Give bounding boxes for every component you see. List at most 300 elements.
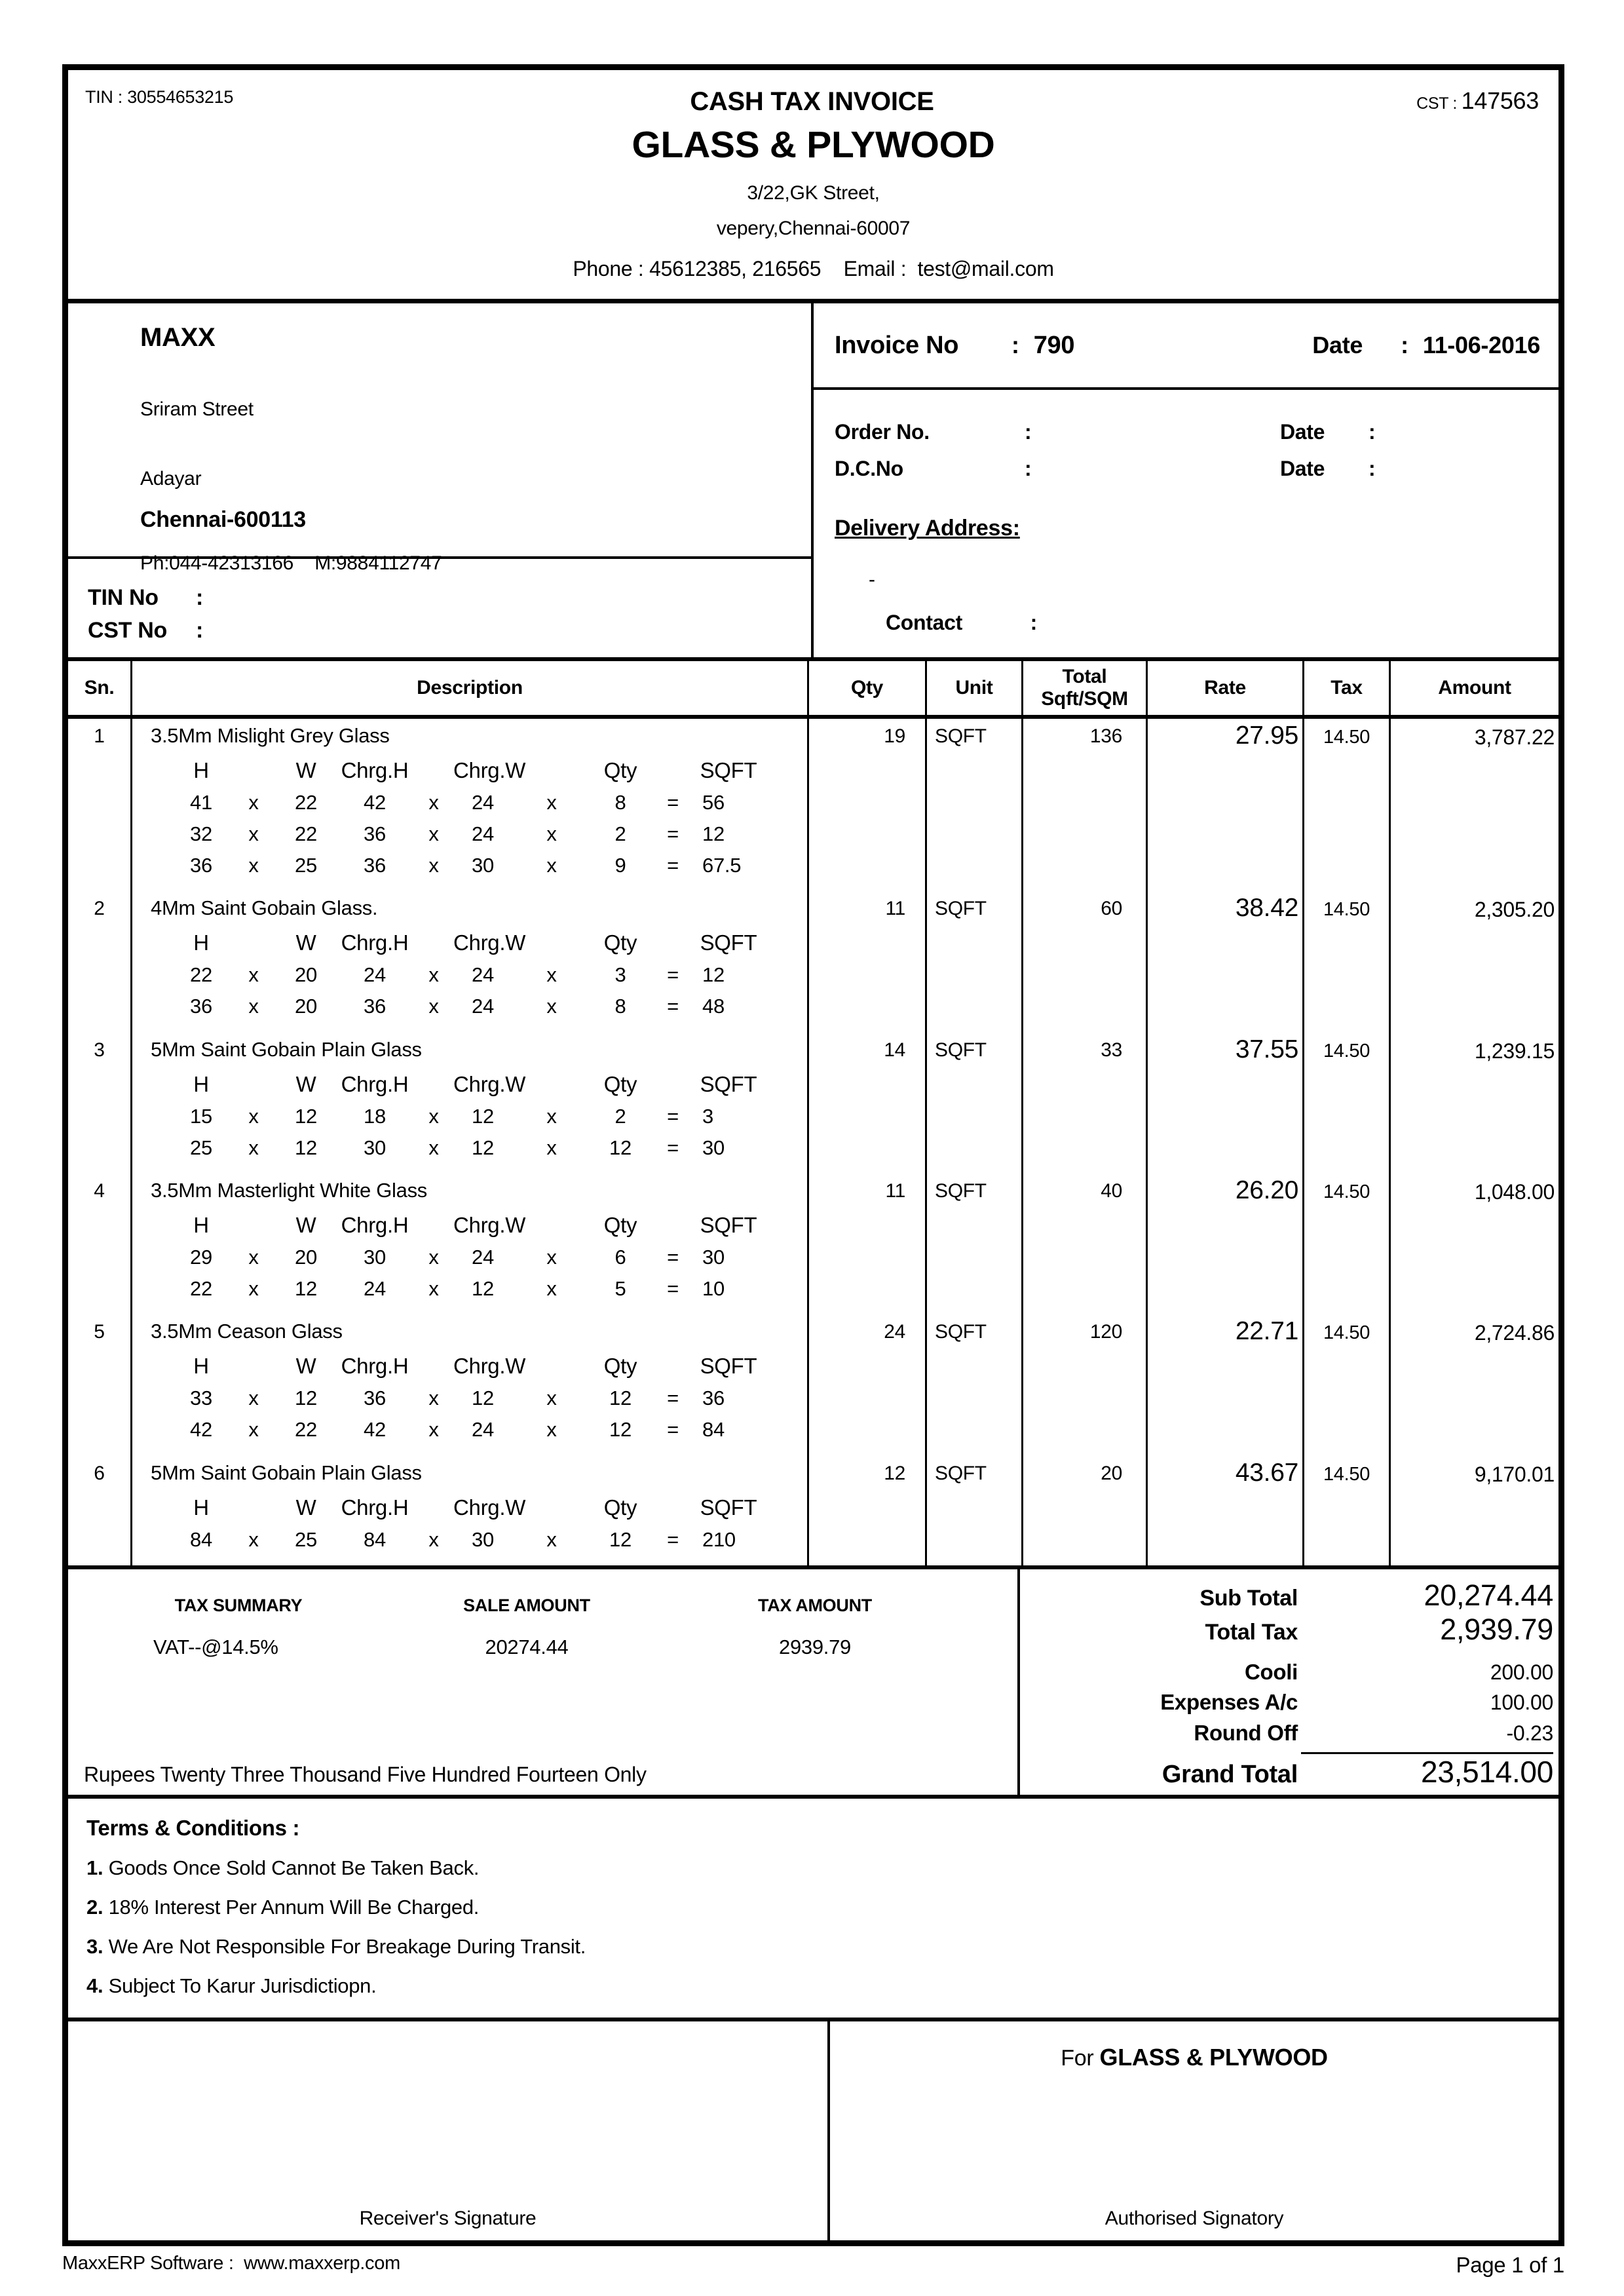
dims-subheader-label: Chrg.H (341, 1354, 409, 1379)
customer-cst-row (88, 618, 811, 651)
dims-subheader-label: Qty (603, 930, 637, 955)
terms-item (86, 1935, 1558, 1959)
item-description: 5Mm Saint Gobain Plain Glass (151, 1461, 422, 1484)
dim-cell: 29 (190, 1245, 212, 1269)
items-body (68, 719, 1558, 1565)
dim-cell: 56 (702, 791, 725, 814)
dc-no-row (835, 457, 1558, 493)
dim-cell: 84 (364, 1527, 386, 1551)
terms-title: Terms & Conditions : (86, 1816, 300, 1840)
dim-cell: 5 (614, 1276, 626, 1300)
dims-subheader-label: Qty (603, 1354, 637, 1379)
item-total-sqft: 40 (1023, 1174, 1148, 1314)
dim-cell: = (667, 995, 679, 1018)
dim-cell: 12 (609, 1418, 632, 1442)
dim-cell: 24 (472, 1418, 494, 1442)
dim-cell: 12 (295, 1136, 317, 1159)
terms-item-number: 1. (86, 1856, 104, 1879)
item-description-cell (132, 719, 809, 891)
seller-tin: TIN : 30554653215 (85, 87, 234, 107)
dims-subheader-label: W (295, 1354, 316, 1379)
dims-subheader-label: Chrg.H (341, 758, 409, 782)
authorised-signature-label: Authorised Signatory (1105, 2208, 1284, 2229)
item-tax: 14.50 (1304, 1033, 1391, 1174)
totals-section (68, 1569, 1558, 1799)
col-header-qty: Qty (809, 661, 927, 715)
dim-cell: 32 (190, 822, 212, 845)
dims-table (172, 1068, 807, 1164)
customer-area: Adayar (140, 468, 202, 489)
dims-subheader-row (172, 1491, 807, 1524)
item-amount: 1,239.15 (1474, 1039, 1555, 1063)
dim-cell: 8 (614, 995, 626, 1018)
dim-cell: 25 (295, 854, 317, 877)
dim-cell: x (546, 791, 557, 814)
item-sn: 6 (68, 1456, 132, 1565)
terms-item-text: 18% Interest Per Annum Will Be Charged. (103, 1896, 480, 1919)
dim-cell: 12 (295, 1276, 317, 1300)
dims-subheader-row (172, 1350, 807, 1383)
totals-label: Expenses A/c (1160, 1690, 1298, 1715)
dim-cell: x (248, 963, 259, 987)
item-row (68, 719, 1558, 891)
colon: : (1011, 332, 1019, 358)
invoice-date-value: 11-06-2016 (1422, 332, 1540, 358)
dim-cell: 24 (364, 1276, 386, 1300)
dim-cell: 20 (295, 1245, 317, 1269)
dim-cell: 2 (614, 1104, 626, 1128)
amount-in-words: Rupees Twenty Three Thousand Five Hundred Fourteen Only (84, 1763, 647, 1786)
dim-cell: 36 (364, 995, 386, 1018)
col-header-total-line1: Total (1062, 665, 1107, 687)
dim-cell: x (248, 1276, 259, 1300)
terms-section (68, 1799, 1558, 2021)
dim-cell: 41 (190, 791, 212, 814)
totals-label: Round Off (1194, 1720, 1298, 1745)
dims-subheader-label: Qty (603, 758, 637, 782)
dims-table (172, 1491, 807, 1556)
page-footer (62, 2253, 1564, 2278)
dim-row (172, 1273, 807, 1305)
dim-cell: 10 (702, 1276, 725, 1300)
item-row (68, 1456, 1558, 1565)
seller-cst (934, 87, 1539, 115)
dim-cell: x (428, 995, 439, 1018)
item-description-cell (132, 1314, 809, 1455)
dims-subheader-label: W (295, 1495, 316, 1520)
dims-subheader-label: Chrg.W (453, 1071, 526, 1096)
col-header-total-line2: Sqft/SQM (1041, 688, 1128, 710)
dim-row (172, 1414, 807, 1445)
dim-cell: 12 (472, 1276, 494, 1300)
dim-cell: 9 (614, 854, 626, 877)
dims-table (172, 754, 807, 881)
dims-subheader-label: Qty (603, 1071, 637, 1096)
dim-cell: x (546, 1245, 557, 1269)
dims-subheader-label: W (295, 758, 316, 782)
dims-subheader-label: SQFT (700, 1354, 757, 1379)
dims-subheader-label: SQFT (700, 1495, 757, 1520)
dims-subheader-row (172, 754, 807, 787)
totals-value: 2,939.79 (1440, 1613, 1553, 1646)
dim-cell: 36 (364, 854, 386, 877)
totals-row (1020, 1690, 1553, 1720)
order-no-label: Order No. (835, 420, 930, 444)
dims-subheader-label: Chrg.W (453, 930, 526, 955)
dim-cell: 12 (702, 963, 725, 987)
dim-cell: = (667, 1527, 679, 1551)
dim-cell: x (428, 1418, 439, 1442)
col-header-total-sqft (1023, 661, 1148, 715)
dim-cell: = (667, 963, 679, 987)
totals-value: 200.00 (1490, 1660, 1553, 1684)
dims-subheader-label: SQFT (700, 1071, 757, 1096)
dim-row (172, 1101, 807, 1132)
company-contact-line: Phone : 45612385, 216565 Email : test@mail.com (573, 257, 1054, 280)
totals-row (1020, 1754, 1553, 1789)
terms-item (86, 1896, 1558, 1919)
invoice-number-row (814, 303, 1558, 390)
dim-cell: = (667, 1136, 679, 1159)
colon: : (1025, 420, 1032, 444)
dim-row (172, 787, 807, 818)
dim-cell: x (428, 854, 439, 877)
item-amount: 1,048.00 (1474, 1179, 1555, 1204)
tax-tax-amount: 2939.79 (779, 1636, 851, 1658)
item-rate: 43.67 (1148, 1456, 1304, 1565)
dim-row (172, 1242, 807, 1273)
dims-table (172, 927, 807, 1022)
dims-subheader-label: H (193, 1495, 209, 1520)
dim-cell: 30 (702, 1136, 725, 1159)
dim-cell: 12 (295, 1104, 317, 1128)
terms-item-text: We Are Not Responsible For Breakage During Transit. (103, 1935, 586, 1958)
dim-row (172, 1524, 807, 1556)
item-unit: SQFT (927, 1174, 1023, 1314)
dim-cell: x (248, 1418, 259, 1442)
item-total-sqft: 20 (1023, 1456, 1148, 1565)
col-header-amount: Amount (1438, 676, 1511, 698)
col-header-description: Description (132, 661, 809, 715)
dims-subheader-label: Chrg.W (453, 1354, 526, 1379)
dim-cell: 18 (364, 1104, 386, 1128)
dim-cell: x (428, 1245, 439, 1269)
dim-cell: = (667, 1387, 679, 1410)
dim-cell: 22 (190, 963, 212, 987)
item-description: 3.5Mm Mislight Grey Glass (151, 724, 390, 747)
for-company-line (830, 2044, 1558, 2071)
receiver-signature-cell (68, 2021, 830, 2240)
dim-cell: = (667, 1104, 679, 1128)
colon: : (1369, 420, 1376, 444)
dim-cell: 67.5 (702, 854, 742, 877)
dim-cell: 22 (295, 1418, 317, 1442)
dim-cell: 12 (609, 1387, 632, 1410)
tax-name: VAT--@14.5% (153, 1636, 278, 1658)
invoice-no-value: 790 (1033, 331, 1075, 359)
dim-cell: 3 (614, 963, 626, 987)
colon: : (1369, 457, 1376, 480)
dim-cell: = (667, 1245, 679, 1269)
totals-row (1020, 1578, 1553, 1613)
dim-cell: 25 (295, 1527, 317, 1551)
dim-cell: x (248, 995, 259, 1018)
item-description-cell (132, 891, 809, 1032)
totals-row (1020, 1721, 1553, 1751)
dim-row (172, 850, 807, 881)
dim-cell: 12 (295, 1387, 317, 1410)
dim-cell: 22 (190, 1276, 212, 1300)
dim-cell: x (546, 1387, 557, 1410)
terms-item (86, 1974, 1558, 1998)
dim-cell: x (546, 995, 557, 1018)
item-total-sqft: 136 (1023, 719, 1148, 891)
dim-cell: 42 (190, 1418, 212, 1442)
authorised-signature-cell (830, 2021, 1558, 2240)
dim-cell: x (248, 1387, 259, 1410)
dim-cell: 3 (702, 1104, 713, 1128)
dim-cell: 30 (472, 1527, 494, 1551)
dim-cell: 33 (190, 1387, 212, 1410)
col-header-sn: Sn. (68, 661, 132, 715)
totals-row (1020, 1660, 1553, 1690)
item-description-cell (132, 1174, 809, 1314)
item-tax: 14.50 (1304, 891, 1391, 1032)
customer-tax-ids (68, 559, 811, 657)
dim-cell: x (428, 1104, 439, 1128)
dim-cell: = (667, 1418, 679, 1442)
dim-cell: x (546, 822, 557, 845)
item-description: 3.5Mm Masterlight White Glass (151, 1178, 427, 1202)
dim-row (172, 818, 807, 850)
item-unit: SQFT (927, 1314, 1023, 1455)
totals-panel (1020, 1569, 1558, 1795)
customer-name: MAXX (140, 323, 216, 352)
dim-cell: 24 (472, 995, 494, 1018)
item-rate: 38.42 (1148, 891, 1304, 1032)
totals-label: Sub Total (1199, 1586, 1298, 1611)
bill-to-block (68, 303, 811, 574)
items-table (68, 657, 1558, 1569)
item-rate: 37.55 (1148, 1033, 1304, 1174)
totals-value: -0.23 (1506, 1721, 1553, 1745)
item-unit: SQFT (927, 1033, 1023, 1174)
item-description-cell (132, 1456, 809, 1565)
dim-cell: x (428, 791, 439, 814)
item-tax: 14.50 (1304, 1314, 1391, 1455)
totals-label: Cooli (1245, 1659, 1298, 1684)
col-header-unit: Unit (927, 661, 1023, 715)
item-tax: 14.50 (1304, 1174, 1391, 1314)
item-sn: 2 (68, 891, 132, 1032)
dims-subheader-label: W (295, 930, 316, 955)
terms-item-text: Subject To Karur Jurisdictiopn. (103, 1974, 377, 1997)
terms-item-number: 4. (86, 1974, 104, 1997)
invoice-meta-column (811, 303, 1558, 657)
dim-cell: 8 (614, 791, 626, 814)
item-row (68, 1033, 1558, 1174)
customer-city: Chennai-600113 (140, 507, 306, 532)
for-label: For (1061, 2046, 1100, 2071)
totals-value: 23,514.00 (1421, 1755, 1553, 1789)
receiver-signature-label: Receiver's Signature (359, 2208, 537, 2229)
dim-cell: 22 (295, 791, 317, 814)
dim-cell: x (546, 963, 557, 987)
dim-cell: x (546, 1527, 557, 1551)
contact-label: Contact (886, 611, 963, 634)
item-qty: 19 (809, 719, 927, 891)
item-row (68, 891, 1558, 1032)
item-rate: 26.20 (1148, 1174, 1304, 1314)
col-header-tax: Tax (1304, 661, 1391, 715)
item-sn: 3 (68, 1033, 132, 1174)
item-sn: 4 (68, 1174, 132, 1314)
invoice-header (68, 70, 1558, 303)
dim-cell: 84 (702, 1418, 725, 1442)
party-section (68, 303, 1558, 657)
for-company-name: GLASS & PLYWOOD (1099, 2044, 1328, 2071)
dims-subheader-label: W (295, 1071, 316, 1096)
item-amount: 9,170.01 (1474, 1462, 1555, 1486)
terms-item-text: Goods Once Sold Cannot Be Taken Back. (103, 1856, 480, 1879)
dims-subheader-label: Chrg.H (341, 1495, 409, 1520)
dim-cell: = (667, 791, 679, 814)
page-number: Page 1 of 1 (1456, 2253, 1564, 2277)
dim-cell: x (248, 822, 259, 845)
tax-summary-rows (68, 1616, 1017, 1659)
colon: : (1025, 457, 1032, 480)
item-unit: SQFT (927, 719, 1023, 891)
dim-cell: x (428, 822, 439, 845)
cst-label: CST : (1416, 94, 1462, 113)
dims-subheader-label: SQFT (700, 930, 757, 955)
dims-subheader-row (172, 927, 807, 959)
dim-cell: x (248, 1245, 259, 1269)
dim-cell: x (248, 1527, 259, 1551)
dim-cell: x (248, 1104, 259, 1128)
item-total-sqft: 33 (1023, 1033, 1148, 1174)
terms-item-number: 3. (86, 1935, 104, 1958)
dims-table (172, 1209, 807, 1305)
dim-cell: 36 (702, 1387, 725, 1410)
dim-cell: 30 (472, 854, 494, 877)
dim-cell: x (248, 791, 259, 814)
customer-phone: Ph:044-42313166 M:9884112747 (140, 552, 442, 574)
dim-cell: 24 (472, 822, 494, 845)
company-name: GLASS & PLYWOOD (632, 124, 995, 166)
item-description-cell (132, 1033, 809, 1174)
dim-cell: x (546, 1136, 557, 1159)
company-address-line1: 3/22,GK Street, (747, 182, 880, 204)
item-sn: 5 (68, 1314, 132, 1455)
software-credit: MaxxERP Software : www.maxxerp.com (62, 2253, 400, 2274)
dim-cell: x (248, 854, 259, 877)
dims-subheader-label: Chrg.W (453, 758, 526, 782)
dc-date-label: Date (1280, 457, 1325, 480)
tax-sale-amount: 20274.44 (485, 1636, 569, 1658)
order-date-label: Date (1280, 420, 1325, 444)
item-rate: 22.71 (1148, 1314, 1304, 1455)
order-meta-block (814, 390, 1558, 657)
invoice-date-label: Date (1312, 332, 1363, 358)
dim-cell: 20 (295, 963, 317, 987)
dim-cell: 30 (364, 1245, 386, 1269)
item-qty: 14 (809, 1033, 927, 1174)
item-unit: SQFT (927, 1456, 1023, 1565)
dims-subheader-label: H (193, 930, 209, 955)
item-qty: 12 (809, 1456, 927, 1565)
dims-subheader-label: Chrg.H (341, 1212, 409, 1237)
item-description: 3.5Mm Ceason Glass (151, 1320, 343, 1343)
company-address-line2: vepery,Chennai-60007 (716, 218, 911, 239)
dim-cell: 12 (472, 1387, 494, 1410)
dim-cell: 42 (364, 1418, 386, 1442)
customer-tin-row (88, 585, 811, 618)
dims-subheader-label: H (193, 1071, 209, 1096)
dims-subheader-label: Chrg.H (341, 1071, 409, 1096)
dc-no-label: D.C.No (835, 457, 903, 480)
item-tax: 14.50 (1304, 1456, 1391, 1565)
dim-cell: 36 (190, 995, 212, 1018)
dims-table (172, 1350, 807, 1445)
dim-cell: x (546, 1418, 557, 1442)
item-qty: 11 (809, 1174, 927, 1314)
col-header-rate: Rate (1148, 661, 1304, 715)
dim-cell: 15 (190, 1104, 212, 1128)
item-description: 5Mm Saint Gobain Plain Glass (151, 1037, 422, 1061)
dim-row (172, 1132, 807, 1164)
order-no-row (835, 420, 1558, 457)
contact-row (835, 611, 1558, 635)
dim-cell: x (428, 1136, 439, 1159)
item-rate: 27.95 (1148, 719, 1304, 891)
dim-cell: 2 (614, 822, 626, 845)
dim-cell: x (428, 1527, 439, 1551)
dim-cell: = (667, 854, 679, 877)
dim-cell: 6 (614, 1245, 626, 1269)
dim-cell: 24 (472, 1245, 494, 1269)
dim-cell: 42 (364, 791, 386, 814)
dim-cell: 12 (609, 1527, 632, 1551)
invoice-border-box (62, 64, 1564, 2246)
item-tax: 14.50 (1304, 719, 1391, 891)
dim-cell: 36 (364, 822, 386, 845)
item-row (68, 1174, 1558, 1314)
customer-street: Sriram Street (140, 398, 254, 420)
dim-cell: 12 (472, 1104, 494, 1128)
totals-gap (1020, 1647, 1553, 1660)
signature-section (68, 2021, 1558, 2240)
dim-cell: 210 (702, 1527, 736, 1551)
dim-cell: x (428, 963, 439, 987)
header-top-row (68, 70, 1558, 117)
dim-cell: x (546, 1104, 557, 1128)
item-amount: 2,724.86 (1474, 1321, 1555, 1345)
cst-value: 147563 (1461, 87, 1539, 114)
colon: : (196, 618, 204, 643)
tax-summary-header: SALE AMOUNT (463, 1596, 590, 1615)
dim-cell: 30 (364, 1136, 386, 1159)
dim-cell: x (546, 854, 557, 877)
dims-subheader-label: Chrg.H (341, 930, 409, 955)
delivery-address-label: Delivery Address: (835, 516, 1020, 541)
dims-subheader-label: Qty (603, 1495, 637, 1520)
dim-cell: x (546, 1276, 557, 1300)
colon: : (1401, 332, 1408, 358)
tax-summary-header: TAX SUMMARY (174, 1596, 303, 1615)
dims-subheader-label: H (193, 1354, 209, 1379)
dim-cell: 36 (364, 1387, 386, 1410)
